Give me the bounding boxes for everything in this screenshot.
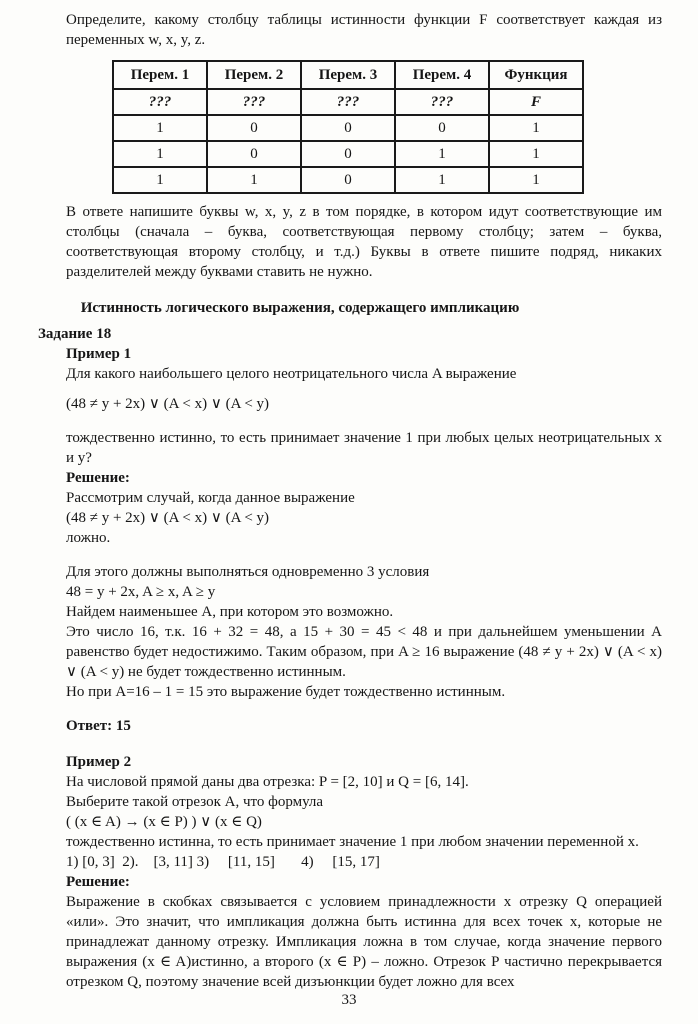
- example2-solution-label: Решение:: [66, 874, 130, 890]
- example1-solution-line: Для этого должны выполняться одновременно 3 условия: [66, 564, 430, 580]
- page-number: 33: [341, 992, 357, 1008]
- example1-solution-line: Рассмотрим случай, когда данное выражение: [66, 490, 355, 506]
- table-cell: 1: [489, 115, 583, 141]
- truth-table: [112, 60, 584, 194]
- example1-answer: Ответ: 15: [66, 718, 131, 734]
- table-cell: 1: [207, 167, 301, 193]
- example1-solution-label: Решение:: [66, 470, 130, 486]
- example1-solution-conditions: 48 = y + 2x, A ≥ x, A ≥ y: [66, 584, 216, 600]
- table-cell: 1: [395, 167, 489, 193]
- example1-solution-line: ложно.: [66, 530, 111, 546]
- example1-condition: тождественно истинно, то есть принимает значение 1 при любых целых неотрицательных x и y?: [66, 430, 662, 466]
- table-cell: 0: [301, 115, 395, 141]
- truth-table-header-row: [113, 61, 583, 89]
- table-cell: 0: [301, 141, 395, 167]
- table-cell: 0: [207, 141, 301, 167]
- example2-line: Выберите такой отрезок A, что формула: [66, 794, 324, 810]
- table-unknown-cell: ???: [113, 89, 207, 115]
- example2-formula: ( (x ∈ A) → (x ∈ P) ) ∨ (x ∈ Q): [66, 814, 262, 830]
- table-cell: 0: [301, 167, 395, 193]
- table-unknown-cell: ???: [301, 89, 395, 115]
- table-header-cell: Функция: [489, 61, 583, 89]
- table-cell: 1: [489, 167, 583, 193]
- example2-line: На числовой прямой даны два отрезка: P = [2, 10] и Q = [6, 14].: [66, 774, 469, 790]
- table-cell: 1: [489, 141, 583, 167]
- table-cell: 0: [395, 115, 489, 141]
- table-header-cell: Перем. 4: [395, 61, 489, 89]
- section-heading: Истинность логического выражения, содержащего импликацию: [80, 300, 520, 316]
- task-intro-paragraph: Определите, какому столбцу таблицы истинности функции F соответствует каждая из переменных w, x, y, z.: [66, 12, 662, 48]
- task-outro-paragraph: В ответе напишите буквы w, x, y, z в том порядке, в котором идут соответствующие им столбцы (сначала – буква, соответствующая первому столбцу; затем – буква, соответствующая второму столбцу, и т.д.) Буквы в ответе пишите подряд, никаких разделителей между буквами ставить не нужно.: [66, 204, 662, 280]
- example1-intro: Для какого наибольшего целого неотрицательного числа A выражение: [66, 366, 517, 382]
- example2-label: Пример 2: [66, 754, 132, 770]
- table-unknown-cell: ???: [395, 89, 489, 115]
- example1-solution-paragraph: Это число 16, т.к. 16 + 32 = 48, а 15 + 30 = 45 < 48 и при дальнейшем уменьшении А равенство будет недостижимо. Таким образом, при A ≥ 16 выражение (48 ≠ y + 2x) ∨ (A < x) ∨ (A < y) не будет тождественно истинным.: [66, 624, 662, 680]
- table-cell: 1: [113, 115, 207, 141]
- example1-solution-line: Но при A=16 – 1 = 15 это выражение будет тождественно истинным.: [66, 684, 506, 700]
- table-header-cell: Перем. 2: [207, 61, 301, 89]
- table-cell: 0: [207, 115, 301, 141]
- example2-condition: тождественно истинна, то есть принимает значение 1 при любом значении переменной x.: [66, 834, 639, 850]
- example1-solution-formula: (48 ≠ y + 2x) ∨ (A < x) ∨ (A < y): [66, 510, 270, 526]
- example1-formula: (48 ≠ y + 2x) ∨ (A < x) ∨ (A < y): [66, 396, 270, 412]
- truth-table-data-row: [113, 115, 583, 141]
- example2-options: 1) [0, 3] 2). [3, 11] 3) [11, 15] 4) [15, 17]: [66, 854, 380, 870]
- truth-table-data-row: [113, 141, 583, 167]
- table-unknown-cell: ???: [207, 89, 301, 115]
- table-header-cell: Перем. 1: [113, 61, 207, 89]
- truth-table-data-row: [113, 167, 583, 193]
- task-label: Задание 18: [38, 326, 112, 342]
- table-header-cell: Перем. 3: [301, 61, 395, 89]
- table-function-cell: F: [489, 89, 583, 115]
- example1-solution-line: Найдем наименьшее A, при котором это возможно.: [66, 604, 394, 620]
- example2-solution-paragraph: Выражение в скобках связывается с условием принадлежности x отрезку Q операцией «или». Это значит, что импликация должна быть истинна для всех точек x, которые не принадлежат данному отрезку. Импликация ложна в том случае, когда значение первого выражения (x ∈ A)истинно, а второго (x ∈ P) – ложно. Отрезок P частично перекрывается отрезком Q, поэтому значение всей дизъюнкции будет ложно для всех: [66, 894, 662, 990]
- example1-label: Пример 1: [66, 346, 132, 362]
- table-cell: 1: [395, 141, 489, 167]
- truth-table-unknown-row: [113, 89, 583, 115]
- table-cell: 1: [113, 167, 207, 193]
- table-cell: 1: [113, 141, 207, 167]
